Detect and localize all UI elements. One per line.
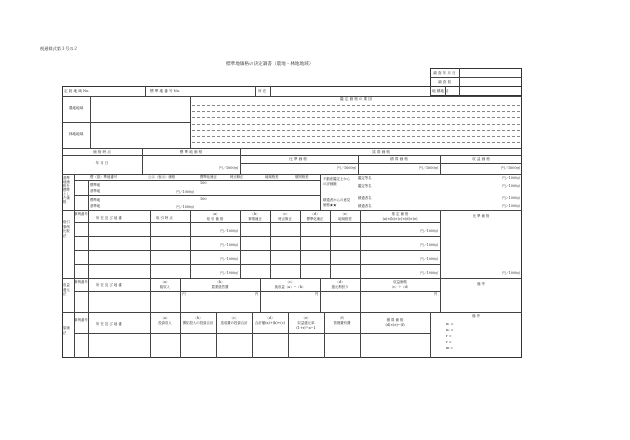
row1-sub: 基準地 <box>90 189 101 193</box>
comp-col-b: （b） 事情補正 <box>248 212 262 221</box>
appraiser-d: 精通者名 <box>358 204 372 208</box>
cost-case-no: 事例番号 <box>74 318 88 322</box>
row2-label: 標準地 <box>90 198 101 202</box>
comp-unit-1: 円／1000㎡ <box>220 229 238 233</box>
est-unit-1: 円／1000㎡ <box>420 229 438 233</box>
cost-col-a: （a） 投資収入 <box>158 316 172 325</box>
income-unit: 円／1000㎡ <box>501 166 520 170</box>
location-label: 所 在 <box>258 89 267 93</box>
std-price-unit: 円／1000㎡ <box>219 166 238 170</box>
cost-side-label: 原価法 <box>63 326 70 335</box>
appr-unit-1: 円／1000㎡ <box>502 176 520 180</box>
appraiser-b: 鑑定等名 <box>358 184 372 188</box>
comp-trade-time: 取 引 時 点 <box>156 216 173 220</box>
inc-yen-2: 円 <box>255 292 259 296</box>
cost-location-no: 所 在 及 び 地 番 <box>96 322 122 326</box>
time-point-label: 価 格 時 点 <box>93 150 111 154</box>
ref-header: 標（基）準地番号 <box>90 175 118 179</box>
comp-col-c: （c） 時点修正 <box>278 212 292 221</box>
date-line: 年 月 日 <box>95 161 109 165</box>
appraiser-label: 不動産鑑定士からの評価額 <box>323 177 351 186</box>
time-correction-label: 時点修正 <box>230 175 244 179</box>
inc-col-b: （b） 農業経営費 <box>211 280 229 289</box>
std-correction-label: 標準化補正 <box>200 175 217 179</box>
farm-area-label: 農地地域 <box>68 106 84 110</box>
n-label-5: m = <box>446 346 454 350</box>
comp-unit-2: 円／1000㎡ <box>220 243 238 247</box>
area-label: 地 積 <box>432 89 441 93</box>
inc-col-d: （d） 還元利回り <box>331 280 349 289</box>
forest-area-label: 林地地域 <box>68 132 84 136</box>
appraiser-a: 鑑定等名 <box>358 176 372 180</box>
income-label: 収 益 価 格 <box>472 157 490 161</box>
inc-case-no: 事例番号 <box>74 280 88 284</box>
row1-fraction: 100 <box>200 181 207 185</box>
appr-unit-4: 円／1000㎡ <box>502 204 520 208</box>
category-label: 地 目 <box>440 89 449 93</box>
comparison-side-label: 取引事例比較法 <box>63 220 70 238</box>
date-label: 調 査 年 月 日 <box>433 71 456 75</box>
comp-col-a: （a） 取 引 価 格 <box>206 212 224 221</box>
cost-col-b: （b） 開拓投入の投資合計 <box>182 316 214 325</box>
cost-unit: 円／1000㎡ <box>419 166 438 170</box>
comp-estimated: 推 定 価 格 (a)×(b)×(c)×(d)×(e) <box>382 212 418 221</box>
inc-col-e: 収益価格 （c）÷（d） <box>389 280 411 289</box>
cost-col-f: （f） 管理費有費 <box>333 316 351 325</box>
cost-label: 積 算 価 格 <box>390 157 408 161</box>
inc-col-c: （c） 純収益（a）−（b） <box>274 280 306 289</box>
est-unit-4: 円／1000㎡ <box>420 271 438 275</box>
land-no-label: 標 準 地 番 号 No. <box>150 89 181 93</box>
est-unit-3: 円／1000㎡ <box>420 257 438 261</box>
appr-unit-2: 円／1000㎡ <box>502 184 520 188</box>
cost-col-e: （e） 収益還元率(1+r)^n−1 <box>296 316 316 330</box>
comp-unit-3: 円／1000㎡ <box>220 257 238 261</box>
comp-col-e: （e） 地域格差 <box>338 212 352 221</box>
n-label-1: n₁ = <box>446 322 454 326</box>
comp-case-no: 事例番号 <box>74 212 88 216</box>
cost-col-c: （c） 造成費の投資合計 <box>220 316 248 325</box>
area-no-label: 定 陸 地 域 No. <box>64 89 90 93</box>
n-label-4: r = <box>446 340 452 344</box>
n-label-2: n₂ = <box>446 328 454 332</box>
cost-remarks: 備 考 <box>472 314 480 318</box>
inc-col-a: （a） 粗収入 <box>159 280 171 289</box>
income-side-label: 収益還元法 <box>63 283 70 296</box>
indiv-factor-label: 個別格差 <box>295 175 309 179</box>
comparison-label: 比 準 価 格 <box>289 157 307 161</box>
row2-fraction: 100 <box>200 197 207 201</box>
row2-sub: 基準地 <box>90 204 101 208</box>
page-title: 標準地価格の決定調書（農地・林地地域） <box>226 62 314 67</box>
inc-remarks: 備 考 <box>477 282 485 286</box>
estimate-label: 試 算 価 格 <box>372 150 390 154</box>
n-label-3: r = <box>446 334 452 338</box>
conditions-heading: 鑑 定 価 格 の 要 因 <box>339 97 372 101</box>
inc-location-no: 所 在 及 び 地 番 <box>96 283 122 287</box>
comp-col-d: （d） 標準化補正 <box>306 212 324 221</box>
comp-location-no: 所 在 及 び 地 番 <box>96 216 122 220</box>
ref-side-label: 基準地価格を標準とした価格 <box>63 176 70 204</box>
row1-label: 標準地 <box>90 183 101 187</box>
publication-price-label: 公示（表示）価格 <box>148 175 176 179</box>
cost-col-d: （d） 合計額(a)+(b)+(c) <box>255 316 285 325</box>
inc-yen-4: 円 <box>434 292 438 296</box>
ref-unit-1: 円／1000㎡ <box>176 190 194 194</box>
comp-unit-4: 円／1000㎡ <box>220 271 238 275</box>
ref-unit-2: 円／1000㎡ <box>176 205 194 209</box>
form-label: 税通様式第３号の２ <box>40 46 78 51</box>
standard-price-label: 標 準 地 価 格 <box>179 150 203 154</box>
compared-unit: 円／1000㎡ <box>502 271 520 275</box>
cost-col-g: 積 算 価 格 (d)×(e)−(f) <box>385 318 405 327</box>
comparison-unit: 円／1000㎡ <box>337 166 356 170</box>
inc-yen-1: 円 <box>182 292 186 296</box>
appr-unit-3: 円／1000㎡ <box>502 196 520 200</box>
comp-compared: 比 準 価 格 <box>472 214 490 218</box>
surveyor-label: 調 査 員 <box>437 80 452 84</box>
est-unit-2: 円／1000㎡ <box>420 243 438 247</box>
expert-label: 精通者からの意見価格★★ <box>323 198 351 207</box>
appraiser-c: 精通者名 <box>358 196 372 200</box>
inc-yen-3: 円 <box>315 292 319 296</box>
area-factor-label: 地域格差 <box>265 175 279 179</box>
